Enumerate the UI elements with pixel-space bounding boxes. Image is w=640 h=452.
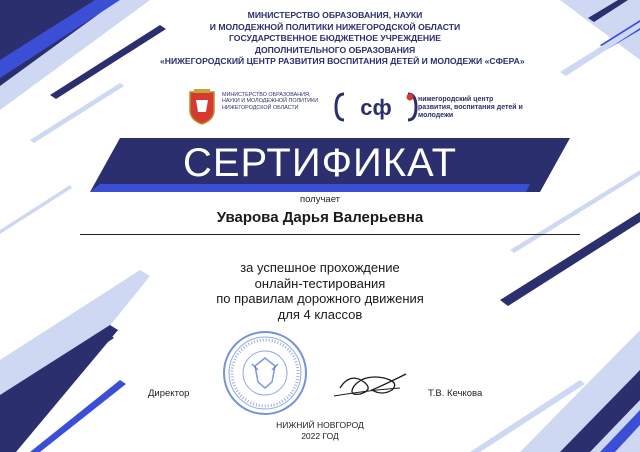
city-name: НИЖНИЙ НОВГОРОД bbox=[276, 420, 364, 430]
ministry-logo-text: МИНИСТЕРСТВО ОБРАЗОВАНИЯ, НАУКИ И МОЛОДЕЖНОЙ ПОЛИТИКИ НИЖЕГОРОДСКОЙ ОБЛАСТИ bbox=[222, 92, 319, 111]
coat-of-arms-icon bbox=[186, 88, 218, 126]
header-line-5: «НИЖЕГОРОДСКИЙ ЦЕНТР РАЗВИТИЯ ВОСПИТАНИЯ ДЕТЕЙ И МОЛОДЕЖИ «СФЕРА» bbox=[160, 56, 525, 66]
handwritten-signature bbox=[330, 366, 410, 406]
issuer-header bbox=[160, 10, 525, 68]
name-underline bbox=[80, 234, 580, 235]
sfera-mark: сф bbox=[360, 95, 392, 120]
place-and-date bbox=[240, 420, 400, 442]
logos-row bbox=[186, 88, 523, 128]
recipient-name: Уварова Дарья Валерьевна bbox=[216, 209, 424, 226]
achievement-line: для 4 классов bbox=[277, 306, 363, 322]
header-line-4: ДОПОЛНИТЕЛЬНОГО ОБРАЗОВАНИЯ bbox=[254, 44, 416, 55]
certificate-title: СЕРТИФИКАТ bbox=[182, 141, 458, 185]
achievement-line: онлайн-тестирования bbox=[254, 275, 386, 291]
receives-label: получает bbox=[299, 194, 341, 205]
achievement-line: по правилам дорожного движения bbox=[216, 291, 424, 306]
header-line-1: МИНИСТЕРСТВО ОБРАЗОВАНИЯ, НАУКИ bbox=[247, 10, 423, 20]
header-line-3: ГОСУДАРСТВЕННОЕ БЮДЖЕТНОЕ УЧРЕЖДЕНИЕ bbox=[229, 33, 441, 43]
sfera-logo-text: нижегородский центр развития, воспитания детей и молодежи bbox=[418, 96, 523, 119]
year: 2022 ГОД bbox=[301, 431, 339, 441]
signatory-name: Т.В. Кечкова bbox=[428, 388, 483, 399]
achievement-line: за успешное прохождение bbox=[240, 260, 400, 275]
official-seal-stamp bbox=[222, 330, 308, 416]
sfera-logo-icon bbox=[334, 90, 418, 124]
achievement-text bbox=[150, 260, 490, 322]
signatory-role: Директор bbox=[148, 388, 190, 399]
header-line-2: И МОЛОДЕЖНОЙ ПОЛИТИКИ НИЖЕГОРОДСКОЙ ОБЛАСТИ bbox=[209, 21, 461, 32]
